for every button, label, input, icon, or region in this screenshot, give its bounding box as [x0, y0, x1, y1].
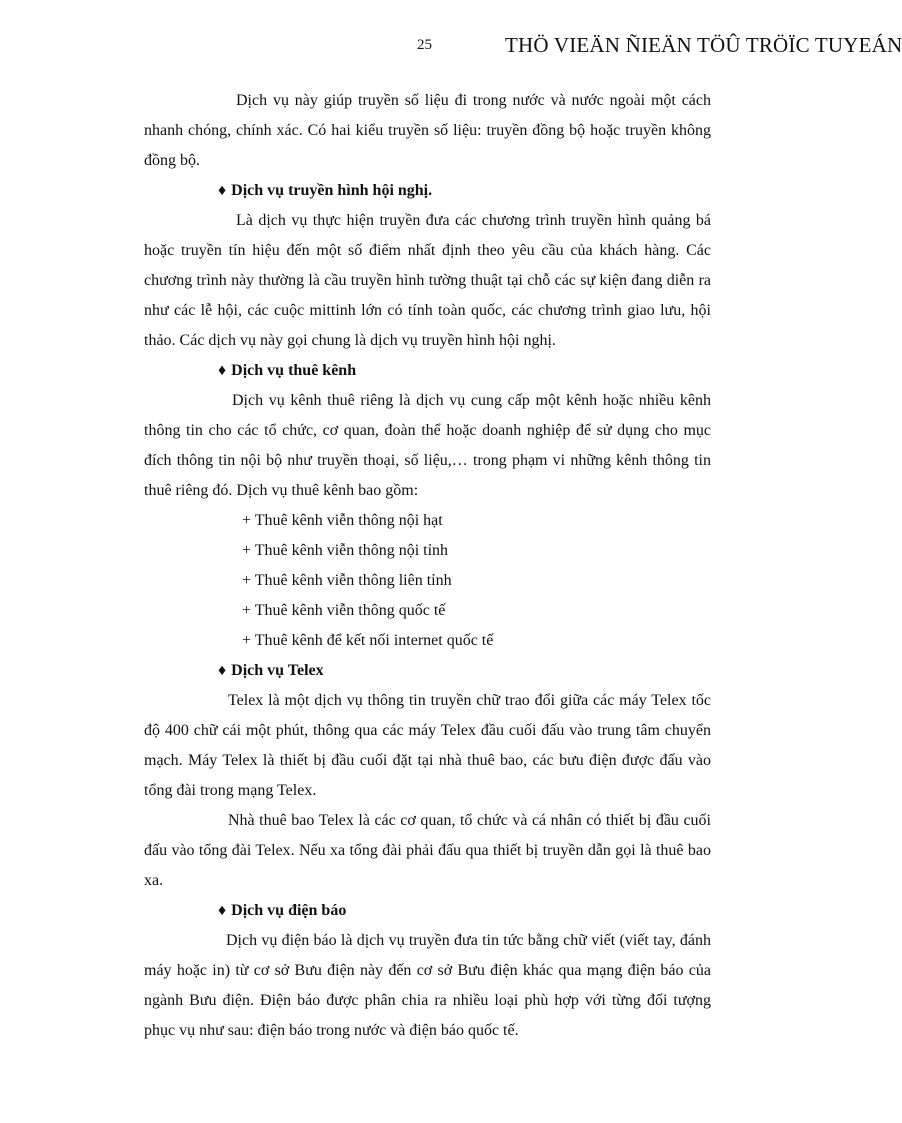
list-item: + Thuê kênh viễn thông liên tỉnh: [242, 572, 452, 589]
section-heading-label: Dịch vụ thuê kênh: [231, 362, 357, 379]
diamond-bullet-icon: ♦: [218, 662, 227, 679]
plus-marker: +: [242, 512, 252, 529]
list-item: + Thuê kênh viễn thông nội hạt: [242, 512, 443, 529]
plus-marker: +: [242, 542, 252, 559]
section-heading-label: Dịch vụ truyền hình hội nghị.: [231, 182, 433, 199]
section-heading-label: Dịch vụ điện báo: [231, 902, 347, 919]
diamond-bullet-icon: ♦: [218, 182, 227, 199]
document-body: [144, 86, 711, 1046]
telegram-paragraph: Dịch vụ điện báo là dịch vụ truyền đưa tin tức bằng chữ viết (viết tay, đánh máy hoặc in) từ cơ sở Bưu điện này đến cơ sở Bưu điện khác qua mạng điện báo của ngành Bưu điện. Điện báo được phân chia ra nhiều loại phù hợp với từng đối tượng phục vụ như sau: điện báo trong nước và điện báo quốc tế.: [144, 932, 711, 1039]
section-heading-telegram: [144, 896, 711, 926]
list-item: + Thuê kênh để kết nối internet quốc tế: [242, 632, 494, 649]
leased-line-list: [144, 506, 711, 656]
telex-paragraph-1: Telex là một dịch vụ thông tin truyền chữ trao đổi giữa các máy Telex tốc độ 400 chữ cái một phút, thông qua các máy Telex đầu cuối đấu vào trung tâm chuyển mạch. Máy Telex là thiết bị đầu cuối đặt tại nhà thuê bao, các bưu điện được đấu vào tổng đài trong mạng Telex.: [144, 692, 711, 799]
plus-marker: +: [242, 572, 252, 589]
intro-paragraph: Dịch vụ này giúp truyền số liệu đi trong nước và nước ngoài một cách nhanh chóng, chính xác. Có hai kiểu truyền số liệu: truyền đồng bộ hoặc truyền không đồng bộ.: [144, 92, 711, 169]
running-header: THÖ VIEÄN ÑIEÄN TÖÛ TRÖÏC TUYEÁN: [505, 33, 902, 57]
section-heading-label: Dịch vụ Telex: [231, 662, 324, 679]
plus-marker: +: [242, 602, 252, 619]
diamond-bullet-icon: ♦: [218, 362, 227, 379]
list-item: + Thuê kênh viễn thông nội tỉnh: [242, 542, 449, 559]
section-heading-telex: [144, 656, 711, 686]
plus-marker: +: [242, 632, 252, 649]
video-conference-paragraph: Là dịch vụ thực hiện truyền đưa các chương trình truyền hình quảng bá hoặc truyền tín hiệu đến một số điểm nhất định theo yêu cầu của khách hàng. Các chương trình này thường là cầu truyền hình tường thuật tại chỗ các sự kiện đang diễn ra như các lễ hội, các cuộc mittinh lớn có tính toàn quốc, các chương trình giao lưu, hội thảo. Các dịch vụ này gọi chung là dịch vụ truyền hình hội nghị.: [144, 212, 711, 349]
section-heading-video-conference: [144, 176, 711, 206]
leased-line-paragraph: Dịch vụ kênh thuê riêng là dịch vụ cung cấp một kênh hoặc nhiều kênh thông tin cho các tổ chức, cơ quan, đoàn thể hoặc doanh nghiệp để sử dụng cho mục đích thông tin nội bộ như truyền thoại, số liệu,… trong phạm vi những kênh thông tin thuê riêng đó. Dịch vụ thuê kênh bao gồm:: [144, 392, 711, 499]
telex-paragraph-2: Nhà thuê bao Telex là các cơ quan, tổ chức và cá nhân có thiết bị đầu cuối đấu vào tổng đài Telex. Nếu xa tổng đài phải đấu qua thiết bị truyền dẫn gọi là thuê bao xa.: [144, 812, 711, 889]
page-number: 25: [417, 37, 432, 53]
diamond-bullet-icon: ♦: [218, 902, 227, 919]
section-heading-leased-line: [144, 356, 711, 386]
list-item: + Thuê kênh viễn thông quốc tế: [242, 602, 446, 619]
